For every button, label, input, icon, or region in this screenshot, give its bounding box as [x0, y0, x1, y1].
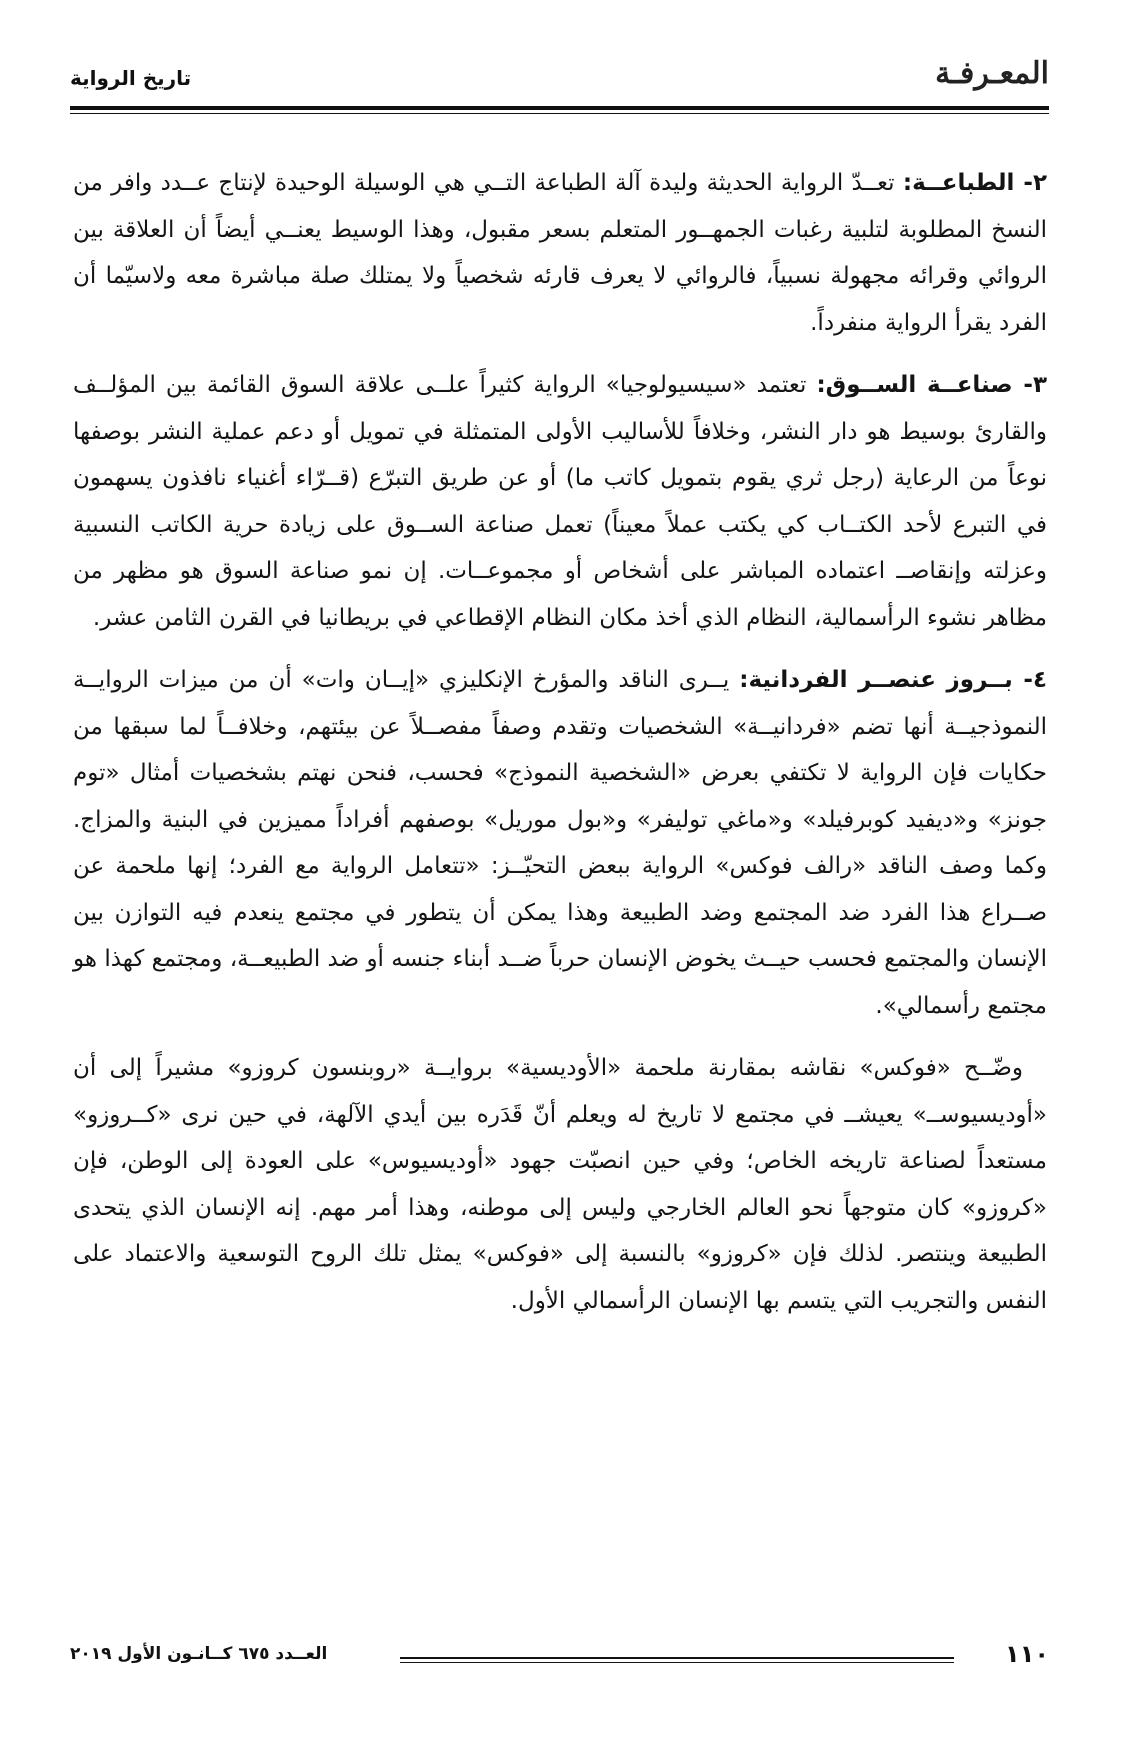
page-footer — [70, 1640, 1049, 1680]
paragraph-heading: ٤- بــروز عنصــر الفردانية: — [739, 667, 1047, 693]
paragraph-printing — [73, 160, 1047, 346]
page-number: ١١٠ — [1005, 1640, 1049, 1668]
paragraph-market — [73, 362, 1047, 641]
paragraph-text: وضّــح «فوكس» نقاشه بمقارنة ملحمة «الأوديسية» بروايــة «روبنسون كروزو» مشيراً إلى أن «أوديسيوســ» يعيشــ في مجتمع لا تاريخ له ويعلم أنّ قَدَره بين أيدي الآلهة، في حين نرى «كــروزو» مستعداً لصناعة تاريخه الخاص؛ وفي حين انصبّت جهود «أوديسيوس» على العودة إلى الوطن، فإن «كروزو» كان متوجهاً نحو العالم الخارجي وليس إلى موطنه، وهذا أمر مهم. إنه الإنسان الذي يتحدى الطبيعة وينتصر. لذلك فإن «كروزو» بالنسبة إلى «فوكس» يمثل تلك الروح التوسعية والاعتماد على النفس والتجريب التي يتسم بها الإنسان الرأسمالي الأول. — [73, 1055, 1047, 1314]
paragraph-heading: ٢- الطباعــة: — [902, 170, 1047, 196]
paragraph-text: تعتمد «سيسيولوجيا» الرواية كثيراً علــى علاقة السوق القائمة بين المؤلــف والقارئ بوسيط هو دار النشر، وخلافاً للأساليب الأولى المتمثلة في تمويل أو دعم عملية النشر بوصفها نوعاً من الرعاية (رجل ثري يقوم بتمويل كاتب ما) أو عن طريق التبرّع (قــرّاء أغنياء نافذون يسهمون في التبرع لأحد الكتــاب كي يكتب عملاً معيناً) تعمل صناعة الســوق على زيادة حرية الكاتب النسبية وعزلته وإنقاصــ اعتماده المباشر على أشخاص أو مجموعــات. إن نمو صناعة السوق هو مظهر من مظاهر نشوء الرأسمالية، النظام الذي أخذ مكان النظام الإقطاعي في بريطانيا في القرن الثامن عشر. — [73, 372, 1047, 631]
paragraph-text: تعــدّ الرواية الحديثة وليدة آلة الطباعة التــي هي الوسيلة الوحيدة لإنتاج عــدد وافر من النسخ المطلوبة لتلبية رغبات الجمهــور المتعلم بسعر مقبول، وهذا الوسيط يعنــي أيضاً أن العلاقة بين الروائي وقرائه مجهولة نسبياً، فالروائي لا يعرف قارئه شخصياً ولا يمتلك صلة مباشرة معه ولاسيّما أن الفرد يقرأ الرواية منفرداً. — [73, 170, 1047, 336]
paragraph-fox — [73, 1045, 1047, 1324]
header-rule-thick — [70, 106, 1049, 110]
issue-info: العــدد ٦٧٥ كــانـون الأول ٢٠١٩ — [70, 1644, 328, 1664]
header-rule-thin — [70, 113, 1049, 114]
paragraph-heading: ٣- صناعــة الســوق: — [816, 372, 1047, 398]
magazine-logo: المعـرفـة — [935, 56, 1049, 91]
article-body — [73, 160, 1047, 1340]
paragraph-individualism — [73, 657, 1047, 1029]
paragraph-text: يــرى الناقد والمؤرخ الإنكليزي «إيــان وات» أن من ميزات الروايــة النموذجيــة أنها تضم «فردانيــة» الشخصيات وتقدم وصفاً مفصــلاً عن بيئتهم، وخلافــاً لما سبقها من حكايات فإن الرواية لا تكتفي بعرض «الشخصية النموذج» فحسب، فنحن نهتم بشخصيات أمثال «توم جونز» و«ديفيد كوبرفيلد» و«ماغي توليفر» و«بول موريل» بوصفهم أفراداً مميزين في البنية والمزاج. وكما وصف الناقد «رالف فوكس» الرواية ببعض التحيّــز: «تتعامل الرواية مع الفرد؛ إنها ملحمة عن صــراع هذا الفرد ضد المجتمع وضد الطبيعة وهذا يمكن أن يتطور في مجتمع ينعدم فيه التوازن بين الإنسان والمجتمع فحسب حيــث يخوض الإنسان حرباً ضــد أبناء جنسه أو ضد الطبيعــة، ومجتمع كهذا هو مجتمع رأسمالي». — [73, 667, 1047, 1019]
page-header — [70, 50, 1049, 108]
footer-rule — [400, 1657, 954, 1663]
running-title: تاريخ الرواية — [70, 66, 192, 90]
